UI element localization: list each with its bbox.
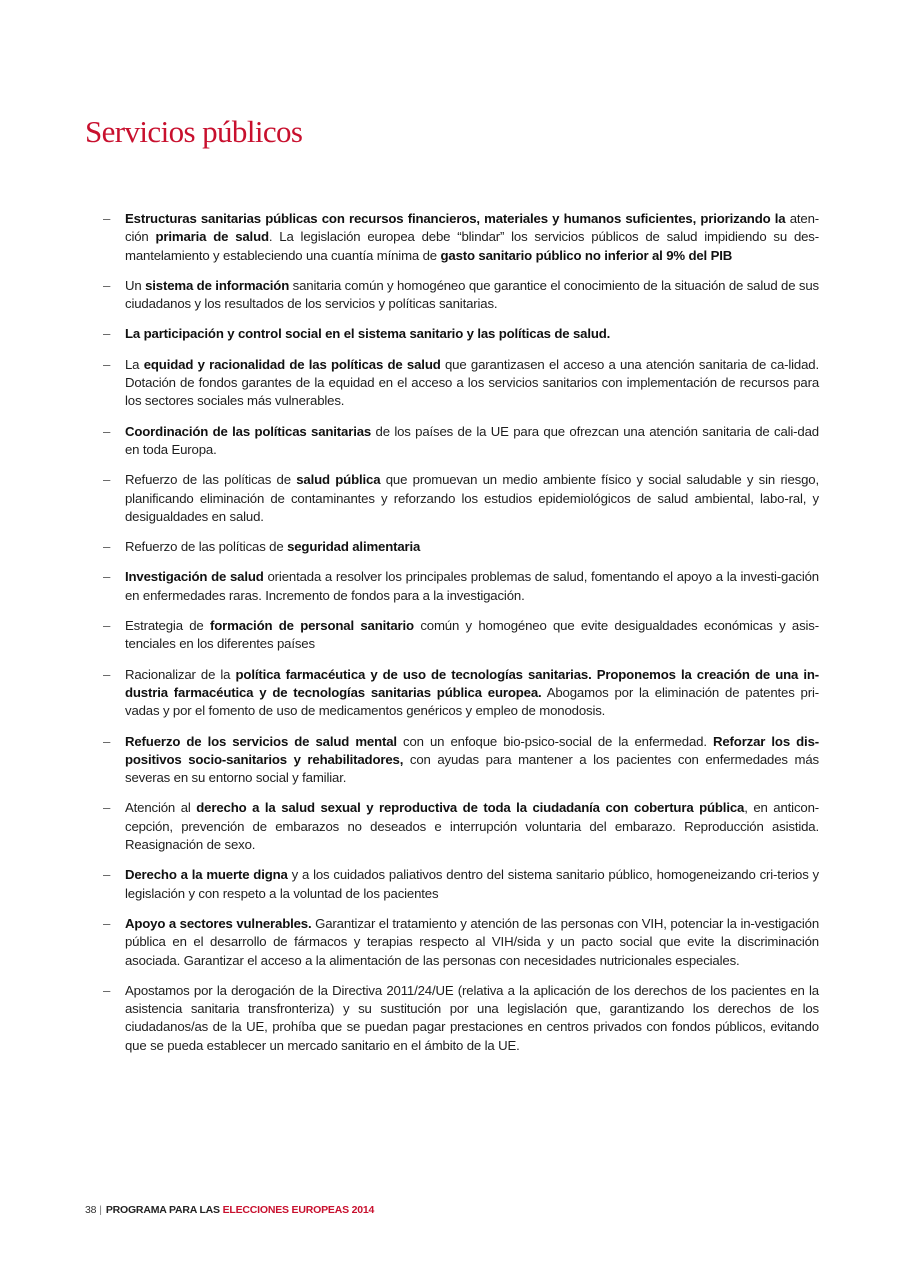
bold-text: La participación y control social en el sistema sanitario y las políticas de salud. [125, 326, 611, 342]
body-text: Apostamos por la derogación de la Directiva 2011/24/UE (relativa a la aplicación de los derechos de los pacientes en la asistencia sanitaria transfronteriza) y su sustitución por una legislación que, garantizando los derechos de los ciudadanos/as de la UE, prohíba que se puedan pagar prestaciones en centros privados con fondos públicos, evitando que se pueda establecer un mercado sanitario en el ámbito de la UE. [125, 982, 819, 1053]
dash-bullet-icon: – [103, 733, 111, 749]
dash-bullet-icon: – [103, 356, 111, 372]
list-item [103, 666, 819, 721]
page-title: Servicios públicos [85, 114, 303, 149]
body-text: con un enfoque bio-psico-social de la enfermedad. [396, 733, 713, 749]
body-text: común y homogéneo que evite desigualdades económicas y asis-tenciales en los diferentes países [125, 618, 819, 652]
list-item [103, 538, 819, 556]
body-text: Refuerzo de las políticas de [125, 472, 297, 488]
body-text: Abogamos por la eliminación de patentes pri-vadas y por el fomento de uso de medicamentos genéricos y empleo de monodosis. [125, 684, 819, 719]
body-text: Refuerzo de las políticas de [125, 539, 288, 555]
list-item [103, 210, 819, 265]
body-text: sanitaria común y homogéneo que garantice el conocimiento de la situación de salud de sus ciudadanos y los resultados de los servicios y políticas sanitarias. [125, 277, 819, 312]
body-text: Racionalizar de la [125, 666, 236, 682]
dash-bullet-icon: – [103, 423, 111, 439]
body-text: que garantizasen el acceso a una atención sanitaria de ca-lidad. Dotación de fondos garantes de la equidad en el acceso a los servicios sanitarios con implementación de recursos para los sectores sociales más vulnerables. [125, 356, 819, 409]
dash-bullet-icon: – [103, 618, 111, 634]
body-text: Un [125, 277, 146, 293]
dash-bullet-icon: – [103, 277, 111, 293]
bold-text: gasto sanitario público no inferior al 9% del PIB [440, 247, 733, 263]
page-footer [85, 1203, 374, 1217]
list-item [103, 799, 819, 854]
dash-bullet-icon: – [103, 982, 111, 998]
body-text: que promuevan un medio ambiente físico y social saludable y sin riesgo, planificando eliminación de contaminantes y reforzando los estudios epidemiológicos de salud ambiental, labo-ral, y desigualdades en salud. [125, 472, 819, 524]
bold-text: Derecho a la muerte digna [125, 867, 288, 883]
list-item [103, 866, 819, 903]
bold-text: Reforzar los dis-positivos socio-sanitarios y rehabilitadores, [125, 733, 819, 767]
list-item [103, 325, 819, 343]
footer-label: PROGRAMA PARA LAS [105, 1204, 220, 1216]
list-item [103, 277, 819, 314]
bold-text: equidad y racionalidad de las políticas de salud [143, 356, 441, 372]
dash-bullet-icon: – [103, 211, 111, 226]
body-text: y a los cuidados paliativos dentro del sistema sanitario público, homogeneizando cri-terios y legislación y con respeto a la voluntad de los pacientes [125, 867, 819, 901]
bullet-list [103, 210, 819, 1067]
bold-text: Coordinación de las políticas sanitarias [125, 423, 372, 439]
body-text: de los países de la UE para que ofrezcan una atención sanitaria de cali-dad en toda Europa. [125, 423, 819, 457]
body-text: Atención al [125, 800, 197, 816]
bold-text: primaria de salud [155, 229, 269, 245]
page-number: 38 [85, 1204, 97, 1216]
bold-text: formación de personal sanitario [209, 618, 414, 634]
bold-text: Apoyo a sectores vulnerables. [125, 915, 312, 931]
body-text: Garantizar el tratamiento y atención de las personas con VIH, potenciar la in-vestigación pública en el desarrollo de fármacos y terapias respecto al VIH/sida y un pacto social que evite la discriminación asociada. Garantizar el acceso a la alimentación de las personas con necesidades nutricionales especiales. [125, 915, 820, 968]
dash-bullet-icon: – [103, 867, 111, 883]
list-item [103, 733, 819, 788]
dash-bullet-icon: – [103, 539, 111, 555]
footer-highlight: ELECCIONES EUROPEAS 2014 [222, 1204, 375, 1216]
list-item [103, 423, 819, 460]
list-item [103, 982, 819, 1055]
bold-text: derecho a la salud sexual y reproductiva de toda la ciudadanía con cobertura pública [196, 800, 745, 816]
bold-text: salud pública [296, 472, 381, 488]
dash-bullet-icon: – [103, 472, 111, 488]
dash-bullet-icon: – [103, 569, 111, 585]
dash-bullet-icon: – [103, 326, 111, 342]
bold-text: Investigación de salud [125, 569, 264, 585]
bold-text: Refuerzo de los servicios de salud mental [125, 733, 397, 749]
dash-bullet-icon: – [103, 666, 111, 682]
dash-bullet-icon: – [103, 915, 111, 931]
body-text: La [125, 356, 144, 372]
list-item [103, 915, 819, 970]
body-text: aten-ción [125, 211, 819, 245]
list-item [103, 356, 819, 411]
list-item [103, 617, 819, 654]
list-item [103, 471, 819, 526]
bold-text: Estructuras sanitarias públicas con recursos financieros, materiales y humanos suficientes, priorizando la [125, 211, 786, 226]
body-text: con ayudas para mantener a los pacientes con enfermedades más severas en su entorno social y familiar. [125, 751, 819, 786]
list-item [103, 568, 819, 605]
body-text: orientada a resolver los principales problemas de salud, fomentando el apoyo a la investi-gación en enfermedades raras. Incremento de fondos para a la investigación. [125, 569, 819, 603]
body-text: Estrategia de [125, 618, 210, 634]
bold-text: seguridad alimentaria [287, 539, 421, 555]
body-text: . La legislación europea debe “blindar” los servicios públicos de salud impidiendo su des-mantelamiento y estableciendo una cuantía mínima de [125, 229, 819, 263]
footer-separator: | [99, 1204, 102, 1216]
bold-text: sistema de información [145, 277, 290, 293]
body-text: , en anticon-cepción, prevención de embarazos no deseados e interrupción voluntaria del embarazo. Reproducción asistida. Reasignación de sexo. [125, 800, 819, 853]
dash-bullet-icon: – [103, 800, 111, 816]
bold-text: política farmacéutica y de uso de tecnologías sanitarias. Proponemos la creación de una in-dustria farmacéutica y de tecnologías sanitarias pública europea. [125, 666, 819, 700]
